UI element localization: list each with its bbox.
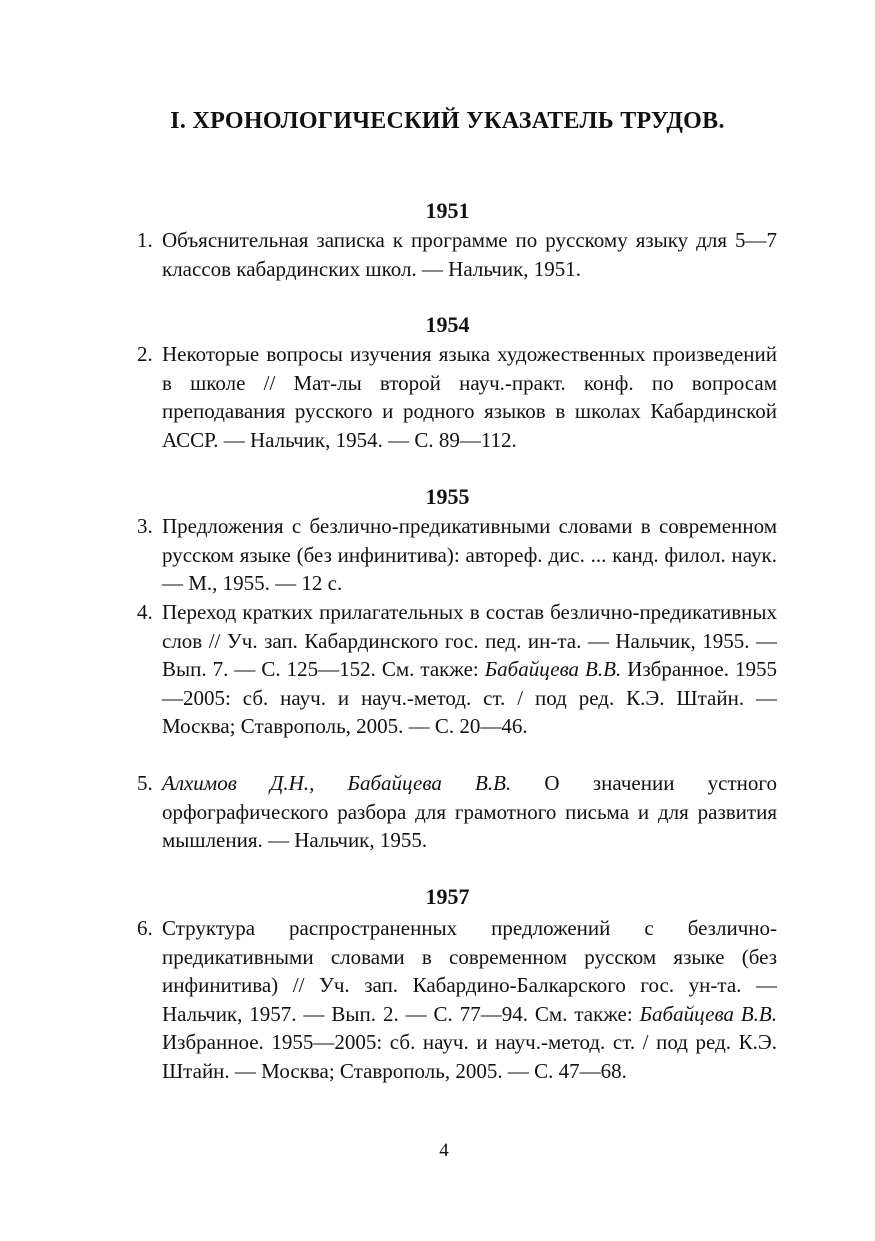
entry-text-part: О значении устного орфографического разбора для грамотного письма и для развития мышления. — Нальчик, 1955. bbox=[162, 771, 777, 852]
entry-text bbox=[162, 769, 777, 855]
entry-author: Бабайцева В.В. bbox=[484, 657, 622, 681]
entry-number: 3. bbox=[137, 514, 153, 538]
entry-2 bbox=[137, 340, 777, 454]
entry-author: Бабайцева В.В. bbox=[639, 1001, 778, 1026]
section-heading: I. ХРОНОЛОГИЧЕСКИЙ УКАЗАТЕЛЬ ТРУДОВ. bbox=[170, 108, 725, 134]
entry-6 bbox=[137, 914, 777, 1085]
entry-text-part: Переход кратких прилагательных в состав безлично-предикативных слов // Уч. зап. Кабардинского гос. пед. ин-та. — Нальчик, 1955. — Вып. 7. — С. 125—152. См. также: bbox=[162, 600, 777, 681]
entry-number: 1. bbox=[137, 228, 153, 252]
year-heading-1955: 1955 bbox=[425, 484, 470, 509]
year-heading-1951: 1951 bbox=[425, 198, 470, 223]
entry-text bbox=[162, 914, 777, 1085]
entry-text-part: Структура распространенных предложений с безлично-предикативными словами в современном русском языке (без инфинитива) // Уч. зап. Кабардино-Балкарского гос. ун-та. — Нальчик, 1957. — Вып. 2. — С. 77—94. См. также: bbox=[162, 916, 777, 1026]
entry-author: Алхимов Д.Н., Бабайцева В.В. bbox=[162, 771, 512, 795]
entry-number: 5. bbox=[137, 771, 153, 795]
entry-number: 4. bbox=[137, 600, 153, 624]
entry-text bbox=[162, 598, 777, 741]
entry-5 bbox=[137, 769, 777, 855]
entry-text: Некоторые вопросы изучения языка художественных произведений в школе // Мат-лы второй науч.-практ. конф. по вопросам преподавания русского и родного языков в школах Кабардинской АССР. — Нальчик, 1954. — С. 89—112. bbox=[162, 342, 777, 452]
entry-number: 6. bbox=[137, 916, 153, 940]
entry-text: Объяснительная записка к программе по русскому языку для 5—7 классов кабардинских школ. — Нальчик, 1951. bbox=[162, 228, 777, 281]
entry-4 bbox=[137, 598, 777, 741]
entry-text: Предложения с безлично-предикативными словами в современном русском языке (без инфинитива): автореф. дис. ... канд. филол. наук. — М., 1955. — 12 с. bbox=[162, 514, 777, 595]
entry-text-part: Избранное. 1955—2005: сб. науч. и науч.-метод. ст. / под ред. К.Э. Штайн. — Москва; Ставрополь, 2005. — С. 47—68. bbox=[162, 1030, 777, 1083]
entry-number: 2. bbox=[137, 342, 153, 366]
entry-3 bbox=[137, 512, 777, 598]
entry-text-part: Избранное. 1955—2005: сб. науч. и науч.-метод. ст. / под ред. К.Э. Штайн. — Москва; Ставрополь, 2005. — С. 20—46. bbox=[162, 657, 777, 738]
year-heading-1957: 1957 bbox=[425, 884, 470, 909]
entry-1 bbox=[137, 226, 777, 283]
year-heading-1954: 1954 bbox=[425, 312, 470, 337]
page-number: 4 bbox=[439, 1140, 449, 1161]
